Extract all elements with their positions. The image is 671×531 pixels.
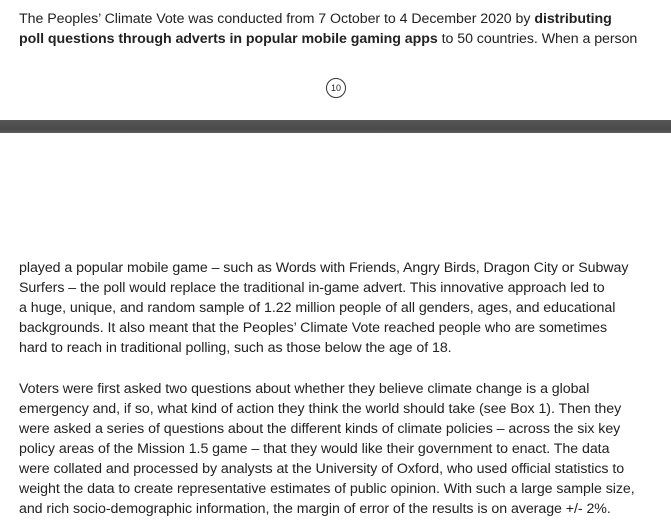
paragraph-line: a huge, unique, and random sample of 1.22 million people of all genders, ages, and educational	[19, 300, 616, 316]
intro-line-1-bold[interactable]: distributing	[534, 11, 612, 27]
paragraph-line: weight the data to create representative estimates of public opinion. With such a large sample size,	[19, 481, 635, 497]
intro-line-1	[19, 9, 659, 29]
paragraph-line: emergency and, if so, what kind of action they think the world should take (see Box 1). Then they	[19, 401, 622, 417]
paragraph-line: Voters were first asked two questions about whether they believe climate change is a global	[19, 381, 590, 397]
paragraph-line: hard to reach in traditional polling, such as those below the age of 18.	[19, 340, 452, 356]
questions-paragraph	[19, 379, 664, 519]
paragraph-line: played a popular mobile game – such as Words with Friends, Angry Birds, Dragon City or Subway	[19, 260, 629, 276]
intro-paragraph	[19, 9, 659, 49]
paragraph-line: were asked a series of questions about the different kinds of climate policies – across the six key	[19, 421, 621, 437]
paragraph-line: and rich socio-demographic information, the margin of error of the results is on average +/- 2%.	[19, 501, 611, 517]
paragraph-line: backgrounds. It also meant that the Peoples’ Climate Vote reached people who are sometimes	[19, 320, 608, 336]
paragraph-line: Surfers – the poll would replace the traditional in-game advert. This innovative approach led to	[19, 280, 605, 296]
paragraph-line: policy areas of the Mission 1.5 game – that they would like their government to enact. The data	[19, 441, 610, 457]
paragraph-line: were collated and processed by analysts at the University of Oxford, who used official statistics to	[19, 461, 625, 477]
intro-line-2	[19, 29, 659, 49]
intro-line-1-text: The Peoples’ Climate Vote was conducted from 7 October to 4 December 2020 by	[19, 11, 535, 27]
intro-line-2-text: to 50 countries. When a person	[437, 31, 638, 47]
page-number-badge: 10	[326, 78, 346, 98]
page-separator	[0, 120, 671, 133]
gaming-paragraph	[19, 258, 664, 358]
intro-line-2-bold[interactable]: poll questions through adverts in popular mobile gaming apps	[19, 31, 438, 47]
